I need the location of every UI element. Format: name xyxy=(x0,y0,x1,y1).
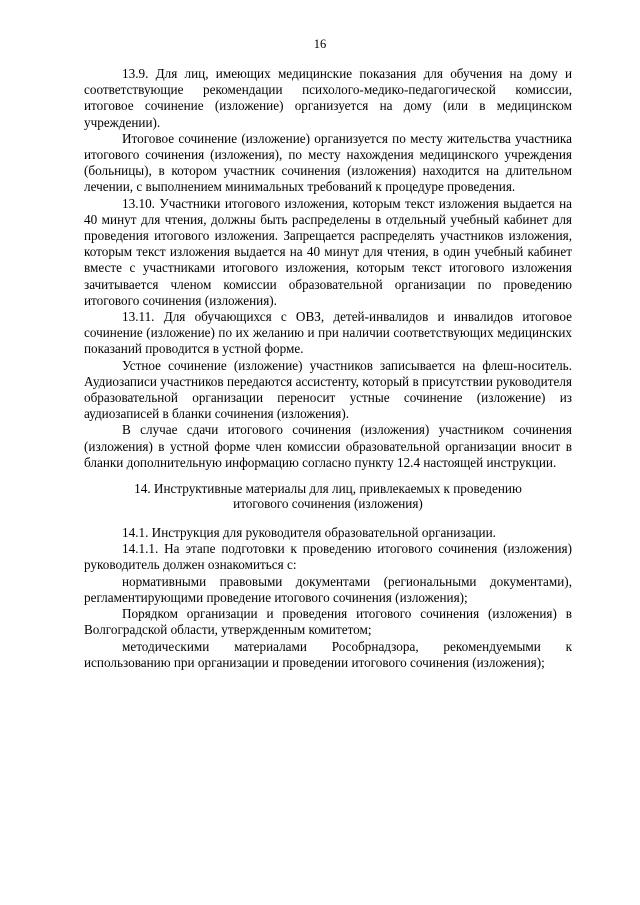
section-14-heading xyxy=(84,481,572,511)
paragraph-oral-recording: Устное сочинение (изложение) участников записывается на флеш-носитель. Аудиозаписи участников передаются ассистенту, который в присутствии руководителя образовательной организации переносит устные сочинение (изложение) из аудиозаписей в бланки сочинения (изложения). xyxy=(84,357,572,422)
paragraph-13-11: 13.11. Для обучающихся с ОВЗ, детей-инвалидов и инвалидов итоговое сочинение (изложение) по их желанию и при наличии соответствующих медицинских показаний проводится в устной форме. xyxy=(84,309,572,357)
section-heading-line-1: 14. Инструктивные материалы для лиц, привлекаемых к проведению xyxy=(134,481,522,497)
paragraph-14-1: 14.1. Инструкция для руководителя образовательной организации. xyxy=(122,525,496,541)
paragraph-13-10: 13.10. Участники итогового изложения, которым текст изложения выдается на 40 минут для чтения, должны быть распределены в отдельный учебный кабинет для проведения итогового изложения. Запрещается распределять участников изложения, которым текст изложения выдается на 40 минут для чтения, в один учебный кабинет вместе с участниками итогового изложения, которым текст итогового изложения зачитывается членом комиссии образовательной организации по проведению итогового сочинения (изложения). xyxy=(84,195,572,308)
list-item-procedure: Порядком организации и проведения итогового сочинения (изложения) в Волгоградской области, утвержденным комитетом; xyxy=(84,606,572,638)
page-number: 16 xyxy=(313,37,327,51)
list-item-normative-documents: нормативными правовыми документами (региональными документами), регламентирующими проведение итогового сочинения (изложения); xyxy=(84,573,572,605)
paragraph-oral-form-blanks: В случае сдачи итогового сочинения (изложения) участником сочинения (изложения) в устной форме член комиссии образовательной организации вносит в бланки дополнительную информацию согласно пункту 12.4 настоящей инструкции. xyxy=(84,422,572,470)
section-heading-line-2: итогового сочинения (изложения) xyxy=(233,496,423,512)
paragraph-13-9: 13.9. Для лиц, имеющих медицинские показания для обучения на дому и соответствующие рекомендации психолого-медико-педагогической комиссии, итоговое сочинение (изложение) организуется на дому (или в медицинском учреждении). xyxy=(84,66,572,130)
document-body xyxy=(84,66,572,671)
paragraph-home-essay-location: Итоговое сочинение (изложение) организуется по месту жительства участника итогового сочинения (изложения), по месту нахождения медицинского учреждения (больницы), в котором участник сочинения (изложения) находится на длительном лечении, с выполнением минимальных требований к процедуре проведения. xyxy=(84,130,572,195)
list-item-methodical-materials: методическими материалами Рособрнадзора, рекомендуемыми к использованию при организации и проведении итогового сочинения (изложения); xyxy=(84,638,572,670)
paragraph-14-1-1: 14.1.1. На этапе подготовки к проведению итогового сочинения (изложения) руководитель должен ознакомиться с: xyxy=(84,541,572,573)
